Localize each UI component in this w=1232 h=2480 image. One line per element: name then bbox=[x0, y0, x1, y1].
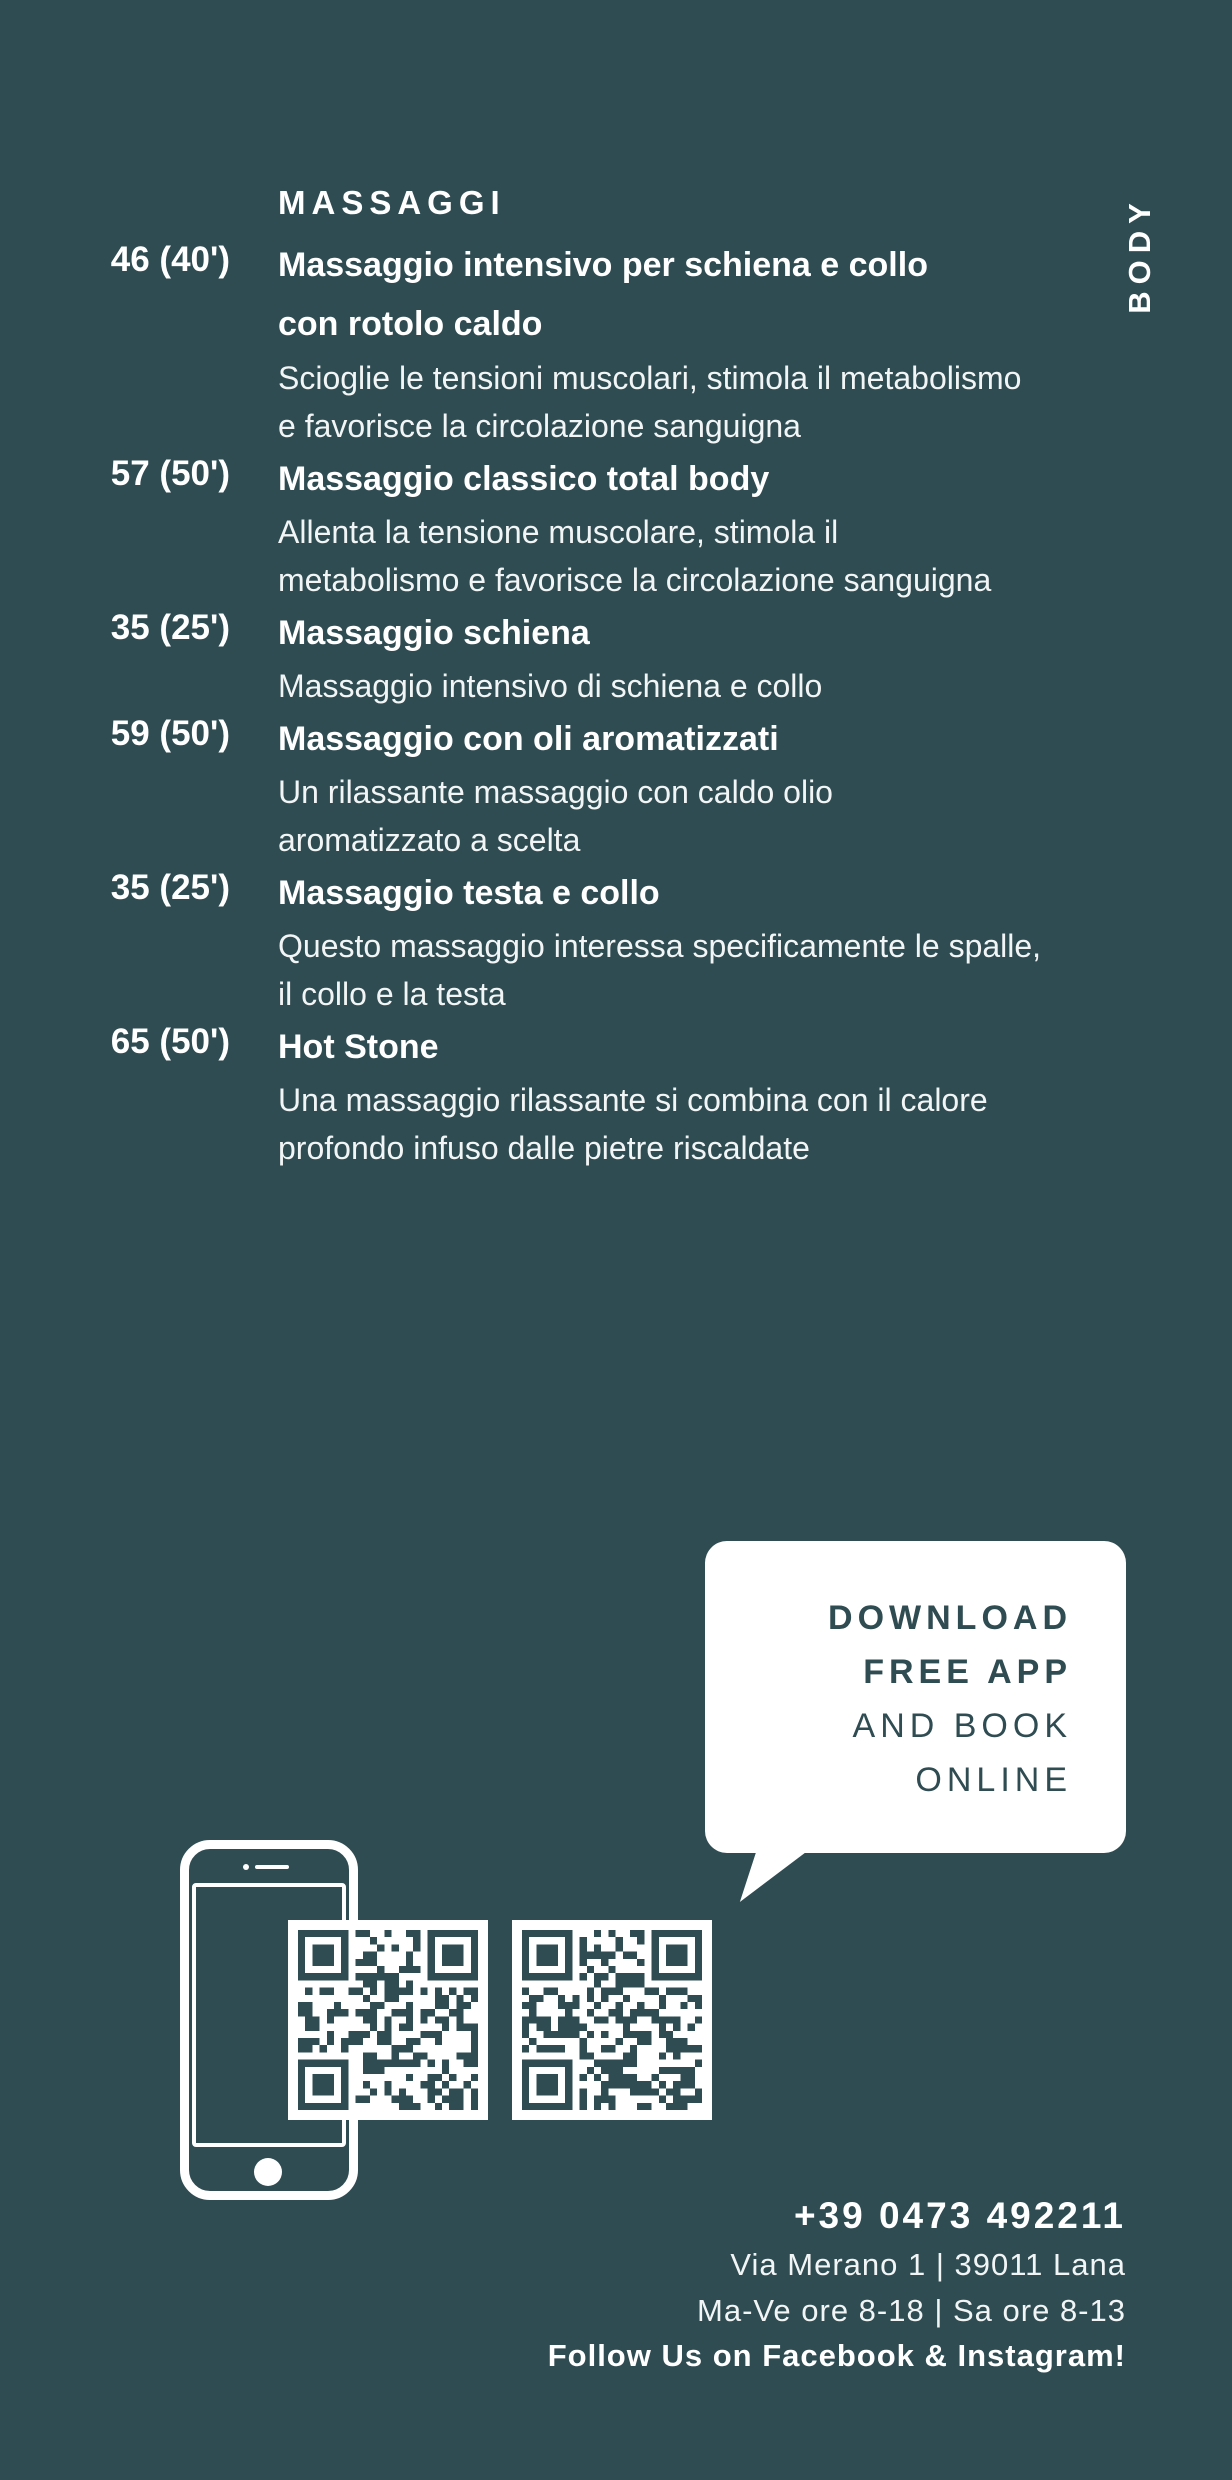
item-name: Massaggio intensivo per schiena e collo bbox=[278, 246, 928, 284]
item-name: Massaggio testa e collo bbox=[278, 874, 660, 912]
item-description: Allenta la tensione muscolare, stimola il bbox=[278, 514, 839, 550]
item-price: 35 (25') bbox=[110, 608, 230, 647]
item-name: Hot Stone bbox=[278, 1028, 439, 1066]
menu-item bbox=[0, 450, 1232, 604]
section-side-label: BODY bbox=[1122, 196, 1157, 314]
qr-code-icon[interactable] bbox=[288, 1920, 488, 2120]
contact-block bbox=[548, 2190, 1126, 2378]
qr-code-icon[interactable] bbox=[512, 1920, 712, 2120]
item-name-continued: con rotolo caldo bbox=[278, 305, 543, 343]
promo-line-free-app: FREE APP bbox=[863, 1653, 1072, 1691]
promo-line-and-book: AND BOOK bbox=[852, 1707, 1072, 1745]
item-description: metabolismo e favorisce la circolazione sanguigna bbox=[278, 562, 992, 598]
item-name: Massaggio schiena bbox=[278, 614, 590, 652]
item-description: Questo massaggio interessa specificamente le spalle, bbox=[278, 928, 1042, 964]
massage-menu bbox=[0, 236, 1232, 1172]
item-price: 59 (50') bbox=[110, 714, 230, 753]
menu-item bbox=[0, 864, 1232, 1018]
section-title: MASSAGGI bbox=[278, 184, 506, 221]
item-name: Massaggio con oli aromatizzati bbox=[278, 720, 779, 758]
item-price: 35 (25') bbox=[110, 868, 230, 907]
menu-item bbox=[0, 1018, 1232, 1172]
address: Via Merano 1 | 39011 Lana bbox=[730, 2247, 1126, 2282]
menu-item bbox=[0, 710, 1232, 864]
social-follow-text: Follow Us on Facebook & Instagram! bbox=[547, 2338, 1126, 2373]
item-description: profondo infuso dalle pietre riscaldate bbox=[278, 1130, 810, 1166]
item-price: 65 (50') bbox=[110, 1022, 230, 1061]
item-description: aromatizzato a scelta bbox=[278, 822, 581, 858]
item-name: Massaggio classico total body bbox=[278, 460, 770, 498]
item-description: il collo e la testa bbox=[278, 976, 506, 1012]
promo-line-download: DOWNLOAD bbox=[828, 1599, 1072, 1637]
item-price: 57 (50') bbox=[110, 454, 230, 493]
app-promo-bubble bbox=[705, 1541, 1126, 1853]
phone-number[interactable]: +39 0473 492211 bbox=[793, 2195, 1126, 2236]
item-description: Massaggio intensivo di schiena e collo bbox=[278, 668, 823, 704]
item-description: e favorisce la circolazione sanguigna bbox=[278, 408, 801, 444]
menu-item bbox=[0, 236, 1232, 450]
menu-item bbox=[0, 604, 1232, 710]
promo-line-online: ONLINE bbox=[915, 1761, 1072, 1799]
item-description: Scioglie le tensioni muscolari, stimola il metabolismo bbox=[278, 360, 1022, 396]
opening-hours: Ma-Ve ore 8-18 | Sa ore 8-13 bbox=[697, 2293, 1126, 2328]
item-description: Un rilassante massaggio con caldo olio bbox=[278, 774, 833, 810]
item-price: 46 (40') bbox=[110, 240, 230, 279]
item-description: Una massaggio rilassante si combina con il calore bbox=[278, 1082, 988, 1118]
